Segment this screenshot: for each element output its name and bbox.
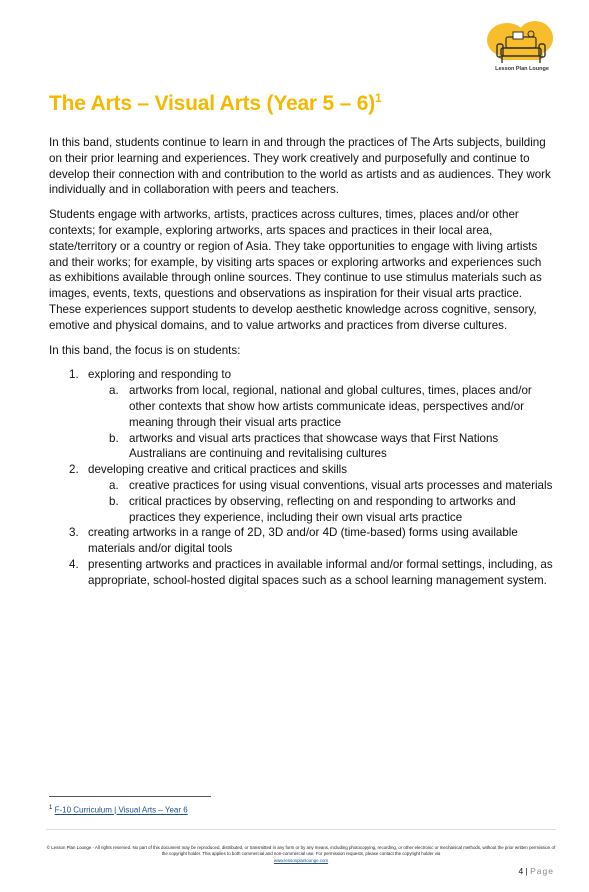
sub-list-item-text: artworks from local, regional, national and global cultures, times, places and/or other contexts that show how artists communicate ideas, perspectives and/or meaning through their visual arts practice [129,384,532,429]
engagement-paragraph: Students engage with artworks, artists, practices across cultures, times, places and/or other contexts; for example, exploring artworks, arts spaces and practices in their local area, state/territory or a country or region of Asia. They take opportunities to engage with living artists and their works; for example, by visiting arts spaces or exploring artworks and experiences such as exhibitions available through online sources. They continue to use stimulus materials such as images, events, texts, questions and observations as inspiration for their visual arts practice. These experiences support students to develop aesthetic knowledge across cognitive, sensory, emotive and physical domains, and to value artworks and practices from diverse cultures. [49,208,542,332]
title-footnote-ref: 1 [375,91,382,105]
logo-text: Lesson Plan Lounge [495,66,549,72]
sub-list-item-text: creative practices for using visual conventions, visual arts processes and materials [129,478,553,492]
footnote-link[interactable]: F-10 Curriculum | Visual Arts – Year 6 [54,805,188,815]
sub-list-letter: b. [109,494,119,508]
page-title-text: The Arts – Visual Arts (Year 5 – 6) [49,92,376,115]
list-item-text: exploring and responding to [88,368,232,382]
sub-list-item [88,478,555,494]
sub-list-item [88,431,555,463]
footnote [49,805,188,815]
list-item-text: developing creative and critical practices and skills [88,463,348,477]
list-item-text: presenting artworks and practices in available informal and/or formal settings, including, as appropriate, school-hosted digital spaces such as a school learning management system. [88,557,553,587]
footnote-divider [49,796,211,797]
list-number: 2. [69,463,79,477]
sub-list-item [88,494,555,526]
sub-list-letter: b. [109,431,119,445]
page-separator: | [525,866,528,876]
footnote-marker: 1 [49,805,53,811]
page-title [49,92,382,116]
focus-list [49,367,555,588]
page-label: Page [530,866,554,876]
list-item [49,462,555,525]
main-content [49,135,555,589]
sub-list-item [88,383,555,430]
list-number: 1. [69,368,79,382]
footer-divider [46,829,556,830]
copyright-notice [46,845,556,864]
website-link[interactable]: www.lessonplanlounge.com [273,857,329,863]
list-number: 3. [69,526,79,540]
copyright-text: © Lesson Plan Lounge - All rights reserved. No part of this document may be reproduced, distributed, or transmitted in any form or by any means, including photocopying, recording, or other electronic or mechanical methods, without the prior written permission of the copyright holder. This applies to both commercial and non-commercial use. For permission requests, please contact the copyright holder via [46,845,556,857]
list-number: 4. [69,557,79,571]
sub-list-item-text: critical practices by observing, reflecting on and responding to artworks and practices they experience, including their own visual arts practice [129,494,516,524]
focus-intro: In this band, the focus is on students: [49,343,241,357]
list-item [49,367,555,462]
sub-list-item-text: artworks and visual arts practices that showcase ways that First Nations Australians are continuing and revitalising cultures [129,431,499,461]
list-item-text: creating artworks in a range of 2D, 3D and/or 4D (time-based) forms using available materials and/or digital tools [88,526,518,556]
sub-list [88,478,555,525]
sub-list-letter: a. [109,384,119,398]
intro-paragraph: In this band, students continue to learn in and through the practices of The Arts subjects, building on their prior learning and experiences. They work creatively and purposefully and continue to develop their connection with and contribution to the world as artists and as audiences. They work individually and in collaboration with peers and teachers. [49,136,551,197]
list-item [49,557,555,589]
page-number [518,866,554,876]
sub-list-letter: a. [109,478,119,492]
sub-list [88,383,555,462]
page-number-value: 4 [518,866,524,876]
list-item [49,525,555,557]
